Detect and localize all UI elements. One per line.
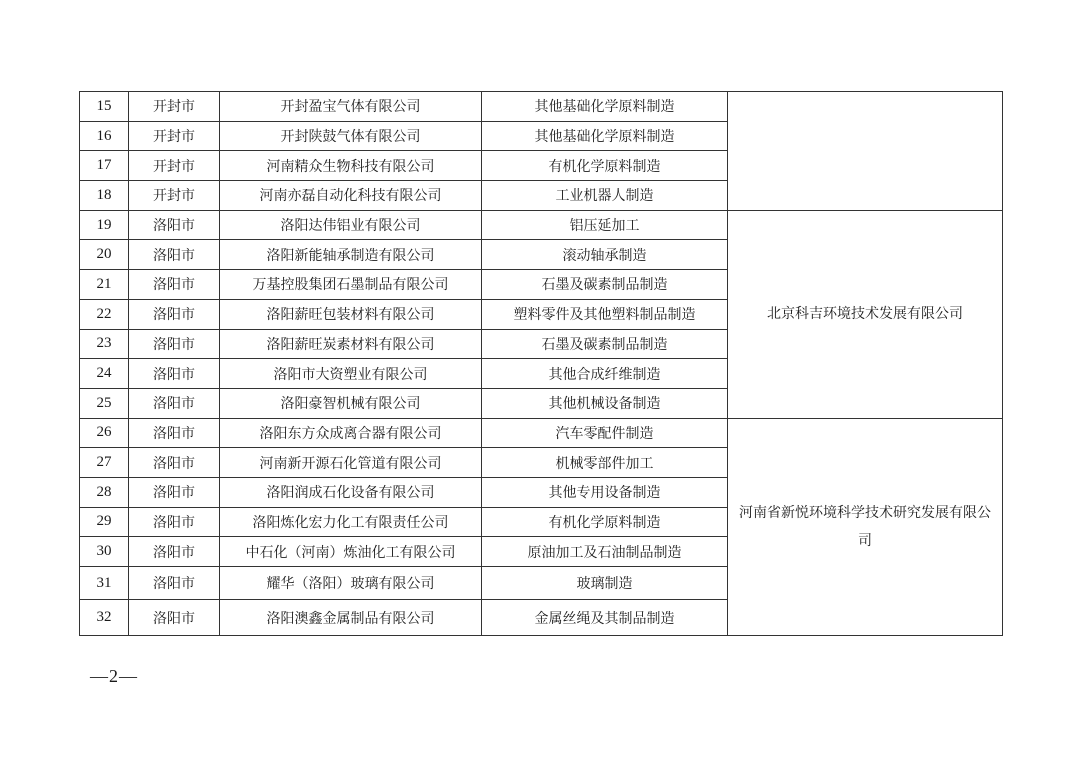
row-number: 18 [80,181,129,211]
row-number: 17 [80,151,129,181]
industry-cell: 金属丝绳及其制品制造 [482,600,728,636]
company-cell: 耀华（洛阳）玻璃有限公司 [220,567,482,600]
company-cell: 开封陕鼓气体有限公司 [220,121,482,151]
city-cell: 开封市 [129,92,220,122]
row-number: 28 [80,477,129,507]
industry-cell: 玻璃制造 [482,567,728,600]
city-cell: 洛阳市 [129,537,220,567]
company-cell: 万基控股集团石墨制品有限公司 [220,270,482,300]
enterprise-table [79,91,1003,636]
company-cell: 洛阳豪智机械有限公司 [220,388,482,418]
row-number: 20 [80,240,129,270]
industry-cell: 石墨及碳素制品制造 [482,270,728,300]
row-number: 26 [80,418,129,448]
industry-cell: 石墨及碳素制品制造 [482,329,728,359]
row-number: 15 [80,92,129,122]
company-cell: 洛阳润成石化设备有限公司 [220,477,482,507]
city-cell: 洛阳市 [129,418,220,448]
company-cell: 洛阳市大资塑业有限公司 [220,359,482,389]
row-number: 25 [80,388,129,418]
row-number: 27 [80,448,129,478]
row-number: 22 [80,299,129,329]
table-row [80,92,1003,122]
table-row [80,210,1003,240]
industry-cell: 工业机器人制造 [482,181,728,211]
city-cell: 洛阳市 [129,477,220,507]
industry-cell: 其他基础化学原料制造 [482,92,728,122]
row-number: 23 [80,329,129,359]
row-number: 30 [80,537,129,567]
company-cell: 开封盈宝气体有限公司 [220,92,482,122]
industry-cell: 其他机械设备制造 [482,388,728,418]
company-cell: 洛阳薪旺炭素材料有限公司 [220,329,482,359]
company-cell: 洛阳新能轴承制造有限公司 [220,240,482,270]
row-number: 24 [80,359,129,389]
industry-cell: 其他合成纤维制造 [482,359,728,389]
company-cell: 洛阳薪旺包装材料有限公司 [220,299,482,329]
agency-cell [728,92,1003,211]
company-cell: 中石化（河南）炼油化工有限公司 [220,537,482,567]
agency-cell: 河南省新悦环境科学技术研究发展有限公司 [728,418,1003,635]
row-number: 31 [80,567,129,600]
company-cell: 河南新开源石化管道有限公司 [220,448,482,478]
row-number: 21 [80,270,129,300]
company-cell: 洛阳东方众成离合器有限公司 [220,418,482,448]
city-cell: 洛阳市 [129,567,220,600]
city-cell: 洛阳市 [129,388,220,418]
table-row [80,418,1003,448]
company-cell: 河南精众生物科技有限公司 [220,151,482,181]
industry-cell: 其他基础化学原料制造 [482,121,728,151]
city-cell: 洛阳市 [129,299,220,329]
city-cell: 洛阳市 [129,329,220,359]
industry-cell: 其他专用设备制造 [482,477,728,507]
row-number: 19 [80,210,129,240]
industry-cell: 原油加工及石油制品制造 [482,537,728,567]
row-number: 32 [80,600,129,636]
row-number: 29 [80,507,129,537]
city-cell: 洛阳市 [129,270,220,300]
city-cell: 洛阳市 [129,448,220,478]
industry-cell: 有机化学原料制造 [482,507,728,537]
industry-cell: 塑料零件及其他塑料制品制造 [482,299,728,329]
city-cell: 开封市 [129,121,220,151]
company-cell: 洛阳炼化宏力化工有限责任公司 [220,507,482,537]
industry-cell: 铝压延加工 [482,210,728,240]
company-cell: 洛阳澳鑫金属制品有限公司 [220,600,482,636]
industry-cell: 有机化学原料制造 [482,151,728,181]
city-cell: 开封市 [129,181,220,211]
agency-cell: 北京科吉环境技术发展有限公司 [728,210,1003,418]
city-cell: 洛阳市 [129,600,220,636]
city-cell: 洛阳市 [129,240,220,270]
row-number: 16 [80,121,129,151]
city-cell: 洛阳市 [129,507,220,537]
company-cell: 洛阳达伟铝业有限公司 [220,210,482,240]
industry-cell: 机械零部件加工 [482,448,728,478]
industry-cell: 滚动轴承制造 [482,240,728,270]
page-number: —2— [90,666,138,686]
city-cell: 洛阳市 [129,359,220,389]
city-cell: 开封市 [129,151,220,181]
company-cell: 河南亦磊自动化科技有限公司 [220,181,482,211]
city-cell: 洛阳市 [129,210,220,240]
industry-cell: 汽车零配件制造 [482,418,728,448]
